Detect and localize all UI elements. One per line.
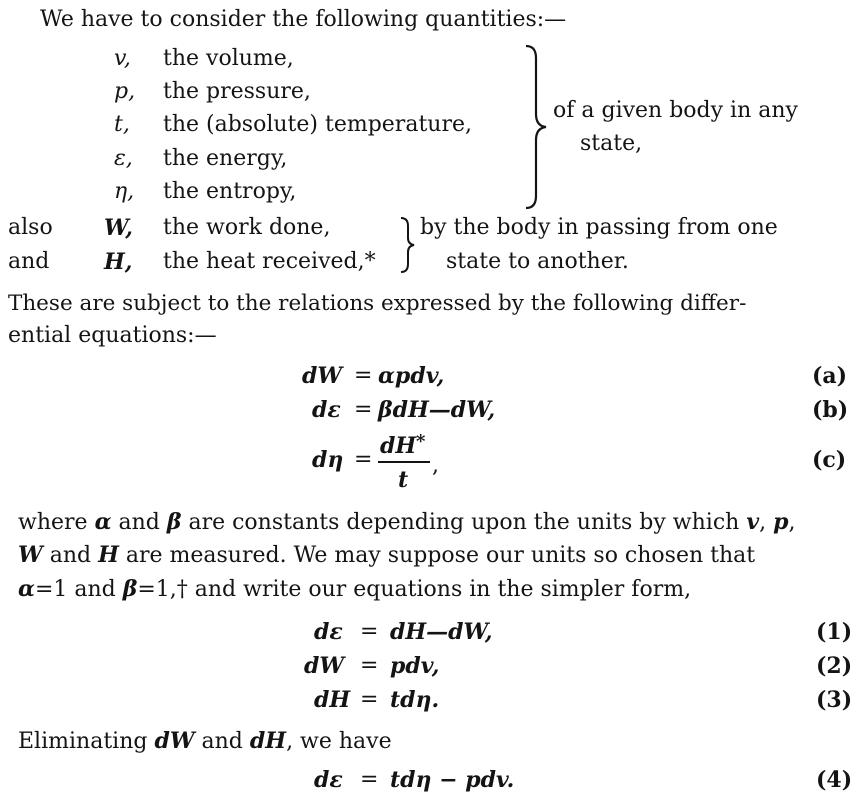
units-l1-a: where (18, 510, 95, 535)
process-note-line2: state to another. (446, 249, 629, 274)
units-l1-c2: , (759, 510, 774, 535)
eq-c-denominator: t (398, 467, 409, 493)
prefix-also: also (8, 215, 53, 240)
eq-2-label: (2) (816, 653, 853, 679)
eq-a-lhs: dW (302, 363, 343, 389)
relations-line1: These are subject to the relations expressed by the following differ- (8, 291, 747, 316)
units-l3-a: =1 and (34, 577, 123, 602)
units-l1-c: are constants depending upon the units by which (181, 510, 747, 535)
symbol-W: W, (104, 215, 133, 241)
eq-4-rhs: tdη − pdv. (390, 767, 515, 793)
fraction-bar (378, 461, 430, 463)
eq-4-equals: = (360, 767, 379, 792)
symbol-v: v, (114, 46, 131, 71)
desc-temperature: the (absolute) temperature, (163, 112, 472, 137)
elim-b: and (194, 729, 250, 754)
quantities-note-line1: of a given body in any (553, 98, 798, 123)
eq-b-rhs: βdH—dW, (378, 397, 496, 423)
units-l2-W: W (18, 542, 43, 568)
units-l1-b: and (111, 510, 167, 535)
eq-2-rhs: pdv, (390, 653, 440, 679)
symbol-eta: η, (114, 179, 135, 204)
eq-c-footnote-mark: * (416, 431, 426, 452)
eq-a-label: (a) (812, 363, 848, 389)
elim-dW: dW (154, 728, 195, 754)
eq-3-equals: = (360, 687, 379, 712)
symbol-p: p, (114, 79, 136, 104)
eq-c-lhs: dη (312, 447, 344, 473)
eq-3-lhs: dH (314, 687, 351, 713)
quantities-note-line2: state, (580, 131, 643, 156)
units-l1-beta: β (166, 509, 182, 535)
eq-c-comma: , (432, 453, 439, 478)
eq-b-equals: = (354, 397, 373, 422)
units-l1-alpha: α (94, 509, 112, 535)
units-line1 (18, 508, 796, 537)
symbol-H: H, (104, 249, 133, 275)
eq-4-lhs: dε (314, 767, 343, 793)
units-l1-v: v (746, 509, 760, 535)
eq-1-lhs: dε (314, 619, 343, 645)
units-line2 (18, 541, 755, 570)
units-line3 (18, 575, 691, 604)
symbol-t: t, (114, 112, 130, 137)
units-l2-b: are measured. We may suppose our units so chosen that (118, 543, 756, 568)
eq-3-rhs: tdη. (390, 687, 440, 713)
desc-pressure: the pressure, (163, 79, 311, 104)
eq-2-equals: = (360, 653, 379, 678)
small-brace-icon (398, 216, 418, 274)
intro-line: We have to consider the following quantities:— (40, 7, 567, 32)
eq-a-equals: = (354, 363, 373, 388)
units-l3-b: =1,† and write our equations in the simpler form, (137, 577, 692, 602)
desc-energy: the energy, (163, 146, 288, 171)
desc-volume: the volume, (163, 46, 294, 71)
process-note-line1: by the body in passing from one (420, 215, 778, 240)
eliminating-line (18, 727, 392, 756)
units-l2-H: H (98, 542, 119, 568)
eq-4-label: (4) (816, 767, 853, 793)
eq-b-lhs: dε (312, 397, 341, 423)
eq-a-rhs: αpdv, (378, 363, 445, 389)
eq-c-label: (c) (812, 447, 847, 473)
elim-dH: dH (249, 728, 287, 754)
right-brace-icon (522, 44, 552, 210)
eq-1-label: (1) (816, 619, 853, 645)
units-l1-p: p (773, 509, 789, 535)
relations-line2: ential equations:— (8, 323, 217, 348)
eq-1-equals: = (360, 619, 379, 644)
elim-a: Eliminating (18, 729, 155, 754)
eq-2-lhs: dW (304, 653, 345, 679)
desc-work: the work done, (163, 215, 331, 240)
eq-b-label: (b) (812, 397, 849, 423)
units-l1-c3: , (788, 510, 796, 535)
units-l2-a: and (42, 543, 99, 568)
eq-c-equals: = (354, 447, 373, 472)
eq-c-numerator: dH (380, 433, 417, 459)
symbol-epsilon: ε, (114, 146, 133, 171)
units-l3-beta: β (122, 576, 138, 602)
eq-1-rhs: dH—dW, (390, 619, 493, 645)
desc-entropy: the entropy, (163, 179, 297, 204)
elim-c: , we have (286, 729, 392, 754)
units-l3-alpha: α (18, 576, 35, 602)
prefix-and: and (8, 249, 50, 274)
desc-heat: the heat received,* (163, 249, 376, 274)
eq-3-label: (3) (816, 687, 853, 713)
